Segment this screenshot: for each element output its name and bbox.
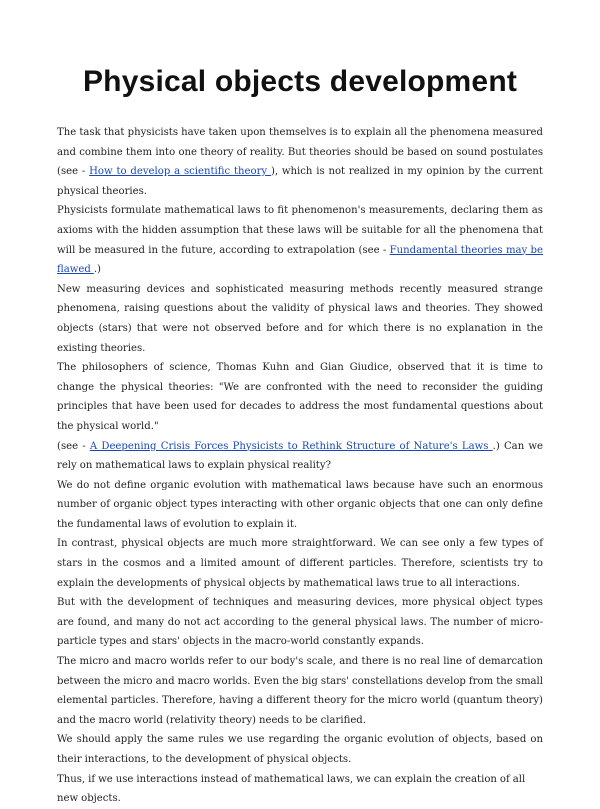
paragraph-text: .) — [93, 264, 101, 276]
paragraph-8: But with the development of techniques and measuring devices, more physical object types are found, and many do not act according to the general physical laws. The number of micro-particle types and stars' objects in the macro-world constantly expands. — [57, 597, 543, 648]
paragraph-text: The task that physicists have taken upon themselves is to explain all the phenomena measured and combine them into one theory of reality. But theories should be based on sound postulates (see - — [57, 127, 543, 178]
paragraph-10: We should apply the same rules we use regarding the organic evolution of objects, based on their interactions, to the development of physical objects. — [57, 734, 543, 765]
paragraph-7: In contrast, physical objects are much more straightforward. We can see only a few types of stars in the cosmos and a limited amount of different particles. Therefore, scientists try to explain the developments of physical objects by mathematical laws true to all interactions. — [57, 538, 543, 589]
paragraph-4: The philosophers of science, Thomas Kuhn and Gian Giudice, observed that it is time to change the physical theories: "We are confronted with the need to reconsider the guiding principles that have been used for decades to address the most fundamental questions about the physical world." — [57, 362, 543, 432]
link-how-to-develop-theory[interactable]: How to develop a scientific theory — [89, 166, 271, 178]
paragraph-text: Physicists formulate mathematical laws to fit phenomenon's measurements, declaring them as axioms with the hidden assumption that these laws will be suitable for all the phenomena that will be measured in the future, according to extrapolation (see - — [57, 205, 543, 256]
paragraph-text: ), which is not realized in my opinion by the current physical theories. — [57, 166, 543, 197]
paragraph-text: .) Can we rely on mathematical laws to explain physical reality? — [57, 440, 543, 472]
paragraph-text: (see - — [57, 440, 90, 452]
link-fundamental-theories-flawed[interactable]: Fundamental theories may be flawed — [57, 244, 543, 276]
link-deepening-crisis[interactable]: A Deepening Crisis Forces Physicists to Rethink Structure of Nature's Laws — [89, 440, 493, 452]
page-title: Physical objects development — [82, 65, 518, 98]
paragraph-5 — [57, 437, 543, 476]
document-body — [57, 123, 543, 809]
paragraph-2 — [57, 201, 543, 279]
paragraph-9: The micro and macro worlds refer to our body's scale, and there is no real line of demarcation between the micro and macro worlds. Even the big stars' constellations develop from the small elemental particles. Therefore, having a different theory for the micro world (quantum theory) and the macro world (relativity theory) needs to be clarified. — [57, 656, 543, 726]
paragraph-1 — [57, 123, 543, 201]
paragraph-11: Thus, if we use interactions instead of mathematical laws, we can explain the creation of all new objects. — [57, 773, 526, 805]
paragraph-3: New measuring devices and sophisticated measuring methods recently measured strange phenomena, raising questions about the validity of physical laws and theories. They showed objects (stars) that were not observed before and for which there is no explanation in the existing theories. — [57, 283, 543, 354]
paragraph-6: We do not define organic evolution with mathematical laws because have such an enormous number of organic object types interacting with other organic objects that one can only define the fundamental laws of evolution to explain it. — [57, 479, 543, 530]
